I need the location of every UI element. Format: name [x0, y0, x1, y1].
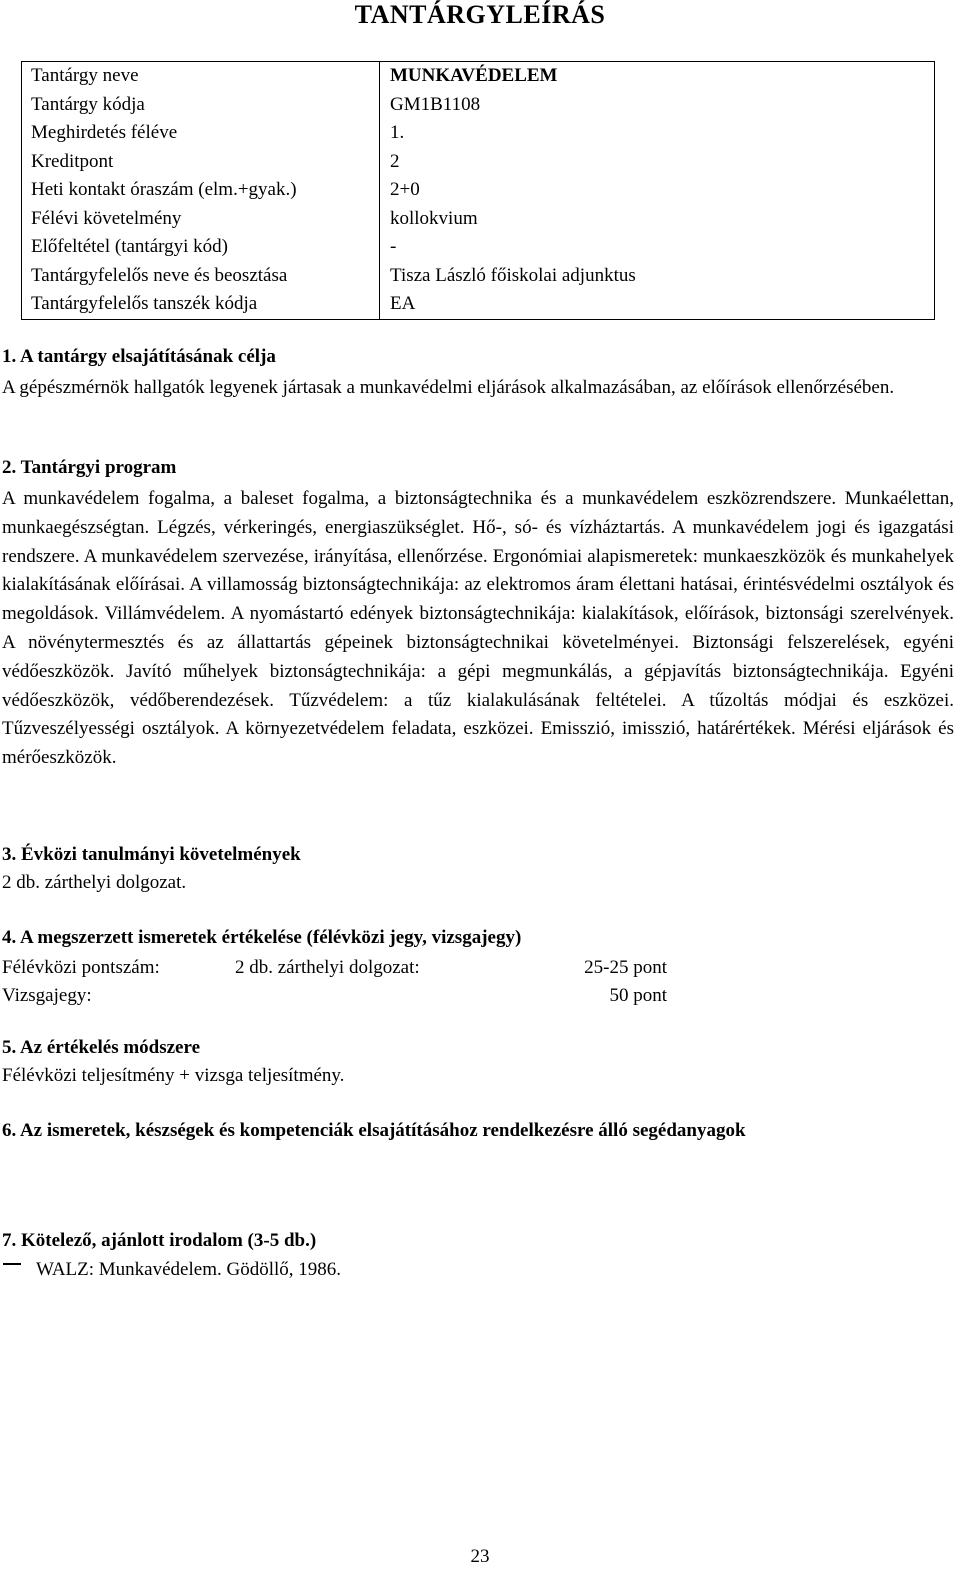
info-value: 2: [390, 150, 400, 172]
section-4-heading: 4. A megszerzett ismeretek értékelése (félévközi jegy, vizsgajegy): [2, 927, 522, 948]
literature-item: WALZ: Munkavédelem. Gödöllő, 1986.: [36, 1259, 342, 1280]
section-7-heading: 7. Kötelező, ajánlott irodalom (3-5 db.): [2, 1230, 317, 1251]
section-1-heading: 1. A tantárgy elsajátításának célja: [2, 346, 276, 367]
info-value: MUNKAVÉDELEM: [390, 65, 558, 86]
document-title: TANTÁRGYLEÍRÁS: [354, 0, 606, 29]
section-5-heading: 5. Az értékelés módszere: [2, 1037, 201, 1058]
table-row: [22, 91, 935, 120]
info-value: 2+0: [390, 179, 420, 200]
table-row: [22, 205, 935, 234]
info-value: 1.: [390, 122, 405, 143]
info-value: GM1B1108: [390, 93, 481, 115]
section-1-text: A gépészmérnök hallgatók legyenek jártasak a munkavédelmi eljárások alkalmazásában, az előírások ellenőrzésében.: [2, 377, 895, 398]
grading-row-exam: [2, 982, 702, 1010]
info-label: Kreditpont: [22, 148, 380, 177]
grading-label: Félévközi pontszám:: [2, 957, 160, 978]
info-value: EA: [390, 293, 416, 314]
section-2-text: A munkavédelem fogalma, a baleset fogalma, a biztonságtechnika és a munkavédelem eszközrendszere. Munkaélettan, munkaegészségtan. Légzés, vérkeringés, energiaszükséglet. Hő-, só- és vízháztartás. A munkavédelem jogi és igazgatási rendszere. A munkavédelem szervezése, irányítása, ellenőrzése. Ergonómiai alapismeretek: munkaeszközök és munkahelyek kialakításának előírásai. A villamosság biztonságtechnikája: az elektromos áram élettani hatásai, érintésvédelmi osztályok és megoldások. Villámvédelem. A nyomástartó edények biztonságtechnikája: kialakítások, előírások, biztonsági szerelvények. A növénytermesztés és az állattartás gépeinek biztonságtechnikai követelményei. Biztonsági felszerelések, egyéni védőeszközök. Javító műhelyek biztonságtechnikája: a gépi megmunkálás, a gépjavítás biztonságtechnikája. Egyéni védőeszközök, védőberendezések. Tűzvédelem: a tűz kialakulásának feltételei. A tűzoltás módjai és eszközei. Tűzveszélyességi osztályok. A környezetvédelem feladata, eszközei. Emisszió, imisszió, határértékek. Mérési eljárások és mérőeszközök.: [2, 488, 954, 769]
section-2-heading: 2. Tantárgyi program: [2, 457, 177, 478]
info-label: Meghirdetés féléve: [22, 119, 380, 148]
info-label: Tantárgyfelelős tanszék kódja: [22, 290, 380, 319]
table-row: [22, 62, 935, 91]
info-label: Félévi követelmény: [22, 205, 380, 234]
grading-item: 2 db. zárthelyi dolgozat:: [235, 957, 420, 978]
grading-row-midterm: [2, 954, 702, 982]
info-label: Tantárgy neve: [22, 62, 380, 91]
table-row: [22, 148, 935, 177]
bullet-dash: [3, 1263, 21, 1265]
section-6-heading: 6. Az ismeretek, készségek és kompetenciák elsajátításához rendelkezésre álló segédanyagok: [2, 1120, 746, 1141]
info-label: Előfeltétel (tantárgyi kód): [22, 233, 380, 262]
info-label: Heti kontakt óraszám (elm.+gyak.): [22, 176, 380, 205]
grading-value: 25-25 pont: [584, 957, 667, 978]
grading-label: Vizsgajegy:: [2, 985, 92, 1006]
section-3-heading: 3. Évközi tanulmányi követelmények: [2, 844, 301, 865]
info-value: -: [390, 236, 397, 257]
grading-value: 50 pont: [609, 985, 667, 1006]
section-3-text: 2 db. zárthelyi dolgozat.: [2, 872, 187, 893]
info-value: Tisza László főiskolai adjunktus: [390, 264, 636, 286]
table-row: [22, 176, 935, 205]
course-info-table: [21, 61, 935, 320]
table-row: [22, 262, 935, 291]
info-value: kollokvium: [390, 207, 478, 229]
info-label: Tantárgyfelelős neve és beosztása: [22, 262, 380, 291]
info-label: Tantárgy kódja: [22, 91, 380, 120]
section-5-text: Félévközi teljesítmény + vizsga teljesítmény.: [2, 1065, 345, 1086]
table-row: [22, 290, 935, 319]
table-row: [22, 233, 935, 262]
page-number: 23: [470, 1546, 490, 1567]
table-row: [22, 119, 935, 148]
